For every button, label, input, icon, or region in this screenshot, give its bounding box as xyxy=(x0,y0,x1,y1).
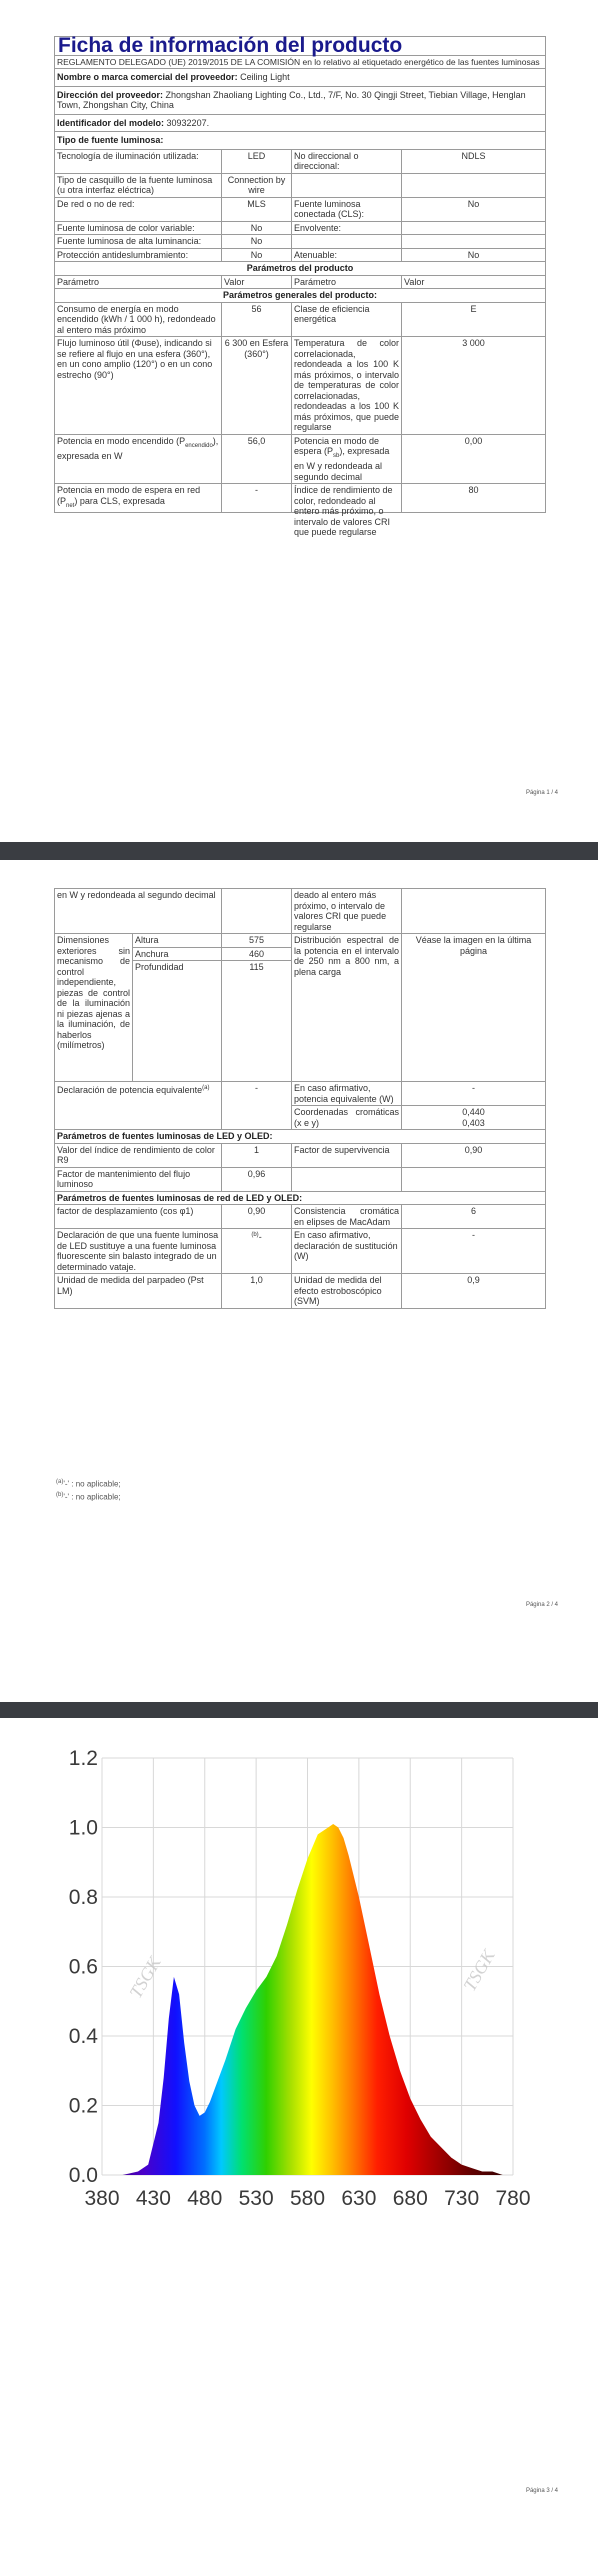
maint-label: Factor de mantenimiento del flujo luminoso xyxy=(55,1167,222,1191)
supplier-name-row xyxy=(55,69,546,87)
cri-label xyxy=(292,484,402,538)
replace-yes-value: - xyxy=(402,1229,546,1274)
net-standby-value: - xyxy=(222,484,292,513)
watermark-text: TSGK xyxy=(125,1953,165,2002)
flux-value: 6 300 en Esfera (360°) xyxy=(222,337,292,435)
maint-value: 0,96 xyxy=(222,1167,292,1191)
dimmable-value: No xyxy=(402,248,546,262)
flux-label: Flujo luminoso útil (Φuse), indicando si se refiere al flujo en una esfera (360°), en un cono amplio (120°) o en un cono estrecho (90°) xyxy=(55,337,222,435)
replace-val: - xyxy=(258,1232,262,1242)
flicker-value: 1,0 xyxy=(222,1274,292,1309)
mains-label: De red o no de red: xyxy=(55,197,222,221)
energy-value: 56 xyxy=(222,302,292,337)
page-3 xyxy=(0,1718,598,2560)
width-value: 460 xyxy=(222,947,292,961)
survival-value: 0,90 xyxy=(402,1143,546,1167)
displacement-value: 0,90 xyxy=(222,1205,292,1229)
net-standby-label-b: ) para CLS, expresada xyxy=(74,495,165,506)
net-standby-sub: net xyxy=(66,502,75,509)
tech-label: Tecnología de iluminación utilizada: xyxy=(55,149,222,173)
svm-value: 0,9 xyxy=(402,1274,546,1309)
col-header-param-2: Parámetro xyxy=(292,275,402,289)
nondir-value: NDLS xyxy=(402,149,546,173)
x-tick-label: 730 xyxy=(444,2187,480,2210)
x-axis-ticks xyxy=(84,2187,530,2210)
page-separator xyxy=(0,842,598,860)
page-number: Página 2 / 4 xyxy=(525,1602,558,1608)
y-tick-label: 0.0 xyxy=(68,2164,98,2187)
page-number: Página 1 / 4 xyxy=(525,790,558,796)
watermark-text: TSGK xyxy=(459,1946,499,1995)
footnote-b-text: '-' : no aplicable; xyxy=(63,1492,121,1502)
standby-label-a: Potencia en modo de espera (P xyxy=(294,435,380,456)
x-tick-label: 780 xyxy=(495,2187,531,2210)
model-label: Identificador del modelo: xyxy=(57,117,165,128)
x-tick-label: 530 xyxy=(238,2187,274,2210)
supplier-address: Zhongshan Zhaoliang Lighting Co., Ltd., 7/F, No. 30 Qingji Street, Tiebian Village, Henglan Town, Zhongshan City, China xyxy=(57,89,526,110)
power-sub: encendido xyxy=(185,442,213,449)
supplier-name-label: Nombre o marca comercial del proveedor: xyxy=(57,72,238,82)
y-tick-label: 1.2 xyxy=(68,1747,98,1770)
net-standby-label-a: Potencia en modo de espera en red (P xyxy=(57,485,201,506)
chroma-x: 0,440 xyxy=(462,1107,485,1117)
footnote-a xyxy=(56,1477,121,1490)
x-tick-label: 380 xyxy=(84,2187,120,2210)
mains-value: MLS xyxy=(222,197,292,221)
colour-consistency-label: Consistencia cromática en elipses de MacAdam xyxy=(292,1205,402,1229)
equiv-label-text: Declaración de potencia equivalente xyxy=(57,1085,203,1095)
replace-label: Declaración de que una fuente luminosa de LED sustituye a una fuente luminosa fluorescente sin balasto integrado de un determinado vataje. xyxy=(55,1229,222,1274)
product-params-header: Parámetros del producto xyxy=(55,262,546,276)
y-tick-label: 0.6 xyxy=(68,1955,98,1979)
empty-cell xyxy=(222,889,292,934)
flicker-label: Unidad de medida del parpadeo (Pst LM) xyxy=(55,1274,222,1309)
footnotes xyxy=(56,1477,121,1502)
net-standby-label xyxy=(55,484,222,513)
energy-label: Consumo de energía en modo encendido (kWh / 1 000 h), redondeado al entero más próximo xyxy=(55,302,222,337)
footnote-b-mark: (b) xyxy=(56,1491,64,1498)
standby-label-b: ), expresada en W y redondeada al segundo decimal xyxy=(294,446,390,482)
y-tick-label: 0.4 xyxy=(68,2025,98,2048)
standby-value: 0,00 xyxy=(402,434,546,484)
standby-label xyxy=(292,434,402,484)
equiv-value: - xyxy=(222,1082,292,1130)
cri-value: 80 xyxy=(402,484,546,513)
x-tick-label: 580 xyxy=(289,2187,326,2210)
empty-cell xyxy=(292,173,402,197)
nondir-label: No direccional o direccional: xyxy=(292,149,402,173)
connected-value: No xyxy=(402,197,546,221)
equiv-label xyxy=(55,1082,222,1130)
product-info-table-page1 xyxy=(54,34,546,538)
power-label-b: ), expresada en W xyxy=(57,435,219,461)
doc-title: Ficha de información del producto xyxy=(55,37,546,56)
replace-yes-label: En caso afirmativo, declaración de sustitución (W) xyxy=(292,1229,402,1274)
envelope-label: Envolvente: xyxy=(292,221,402,235)
r9-label: Valor del índice de rendimiento de color R9 xyxy=(55,1143,222,1167)
survival-label: Factor de supervivencia xyxy=(292,1143,402,1167)
height-value: 575 xyxy=(222,934,292,948)
general-params-header: Parámetros generales del producto: xyxy=(55,289,546,303)
page-1 xyxy=(0,0,598,842)
cct-label: Temperatura de color correlacionada, redondeada a los 100 K más próximos, o intervalo de temperaturas de color correlacionadas, redondeadas a los 100 K más próximos, que puede regularse xyxy=(292,337,402,435)
chroma-label: Coordenadas cromáticas (x e y) xyxy=(292,1106,402,1130)
spectrum-area xyxy=(102,1824,513,2175)
cap-label-2: (u otra interfaz eléctrica) xyxy=(57,185,155,195)
high-luminance-label: Fuente luminosa de alta luminancia: xyxy=(55,235,222,249)
ifyes-label: En caso afirmativo, potencia equivalente (W) xyxy=(292,1082,402,1106)
x-tick-label: 630 xyxy=(341,2187,377,2210)
replace-sup: (b) xyxy=(251,1232,259,1238)
tech-value: LED xyxy=(222,149,292,173)
model-row xyxy=(55,114,546,132)
empty-cell xyxy=(402,889,546,934)
footnote-a-text: '-' : no aplicable; xyxy=(63,1479,121,1489)
high-luminance-value: No xyxy=(222,235,292,249)
empty-cell xyxy=(292,1167,402,1191)
equiv-sup: (a) xyxy=(202,1085,210,1091)
ifyes-value: - xyxy=(402,1082,546,1106)
cct-value: 3 000 xyxy=(402,337,546,435)
page-2 xyxy=(0,860,598,1702)
cri-label-continued: deado al entero más próximo, o intervalo de valores CRI que puede regularse xyxy=(292,889,402,934)
x-tick-label: 680 xyxy=(392,2187,428,2210)
y-tick-label: 1.0 xyxy=(68,1816,98,1840)
supplier-address-label: Dirección del proveedor: xyxy=(57,89,164,100)
connected-label: Fuente luminosa conectada (CLS): xyxy=(292,197,402,221)
class-value: E xyxy=(402,302,546,337)
empty-cell xyxy=(402,173,546,197)
chroma-value xyxy=(402,1106,546,1130)
y-tick-label: 0.8 xyxy=(68,1886,98,1909)
dimmable-label: Atenuable: xyxy=(292,248,402,262)
product-info-table-page2 xyxy=(54,888,546,1309)
colour-tunable-label: Fuente luminosa de color variable: xyxy=(55,221,222,235)
standby-label-continued: en W y redondeada al segundo decimal xyxy=(55,889,222,934)
supplier-name: Ceiling Light xyxy=(240,72,290,82)
source-type-label: Tipo de fuente luminosa: xyxy=(55,132,546,150)
cap-label-cell xyxy=(55,173,222,197)
power-label-a: Potencia en modo encendido (P xyxy=(57,435,186,446)
depth-value: 115 xyxy=(222,961,292,1082)
empty-cell xyxy=(292,235,402,249)
page-separator xyxy=(0,1702,598,1718)
x-tick-label: 430 xyxy=(135,2187,171,2210)
power-label xyxy=(55,434,222,484)
cri-label-text: Índice de rendimiento de color, redondeado al entero más próximo, o intervalo de valores CRI que puede regularse xyxy=(294,485,393,538)
displacement-label: factor de desplazamiento (cos φ1) xyxy=(55,1205,222,1229)
cap-label: Tipo de casquillo de la fuente luminosa xyxy=(57,174,213,185)
envelope-value xyxy=(402,221,546,235)
footnote-b xyxy=(56,1490,121,1503)
svm-label: Unidad de medida del efecto estroboscópico (SVM) xyxy=(292,1274,402,1309)
page-number: Página 3 / 4 xyxy=(525,2488,558,2494)
depth-label: Profundidad xyxy=(133,961,222,1082)
r9-value: 1 xyxy=(222,1143,292,1167)
class-label: Clase de eficiencia energética xyxy=(292,302,402,337)
x-tick-label: 480 xyxy=(187,2187,223,2210)
colour-tunable-value: No xyxy=(222,221,292,235)
mains-led-header: Parámetros de fuentes luminosas de red de LED y OLED: xyxy=(55,1191,546,1205)
empty-cell xyxy=(402,1167,546,1191)
col-header-value: Valor xyxy=(222,275,292,289)
y-axis-ticks xyxy=(69,1747,99,2187)
y-tick-label: 0.2 xyxy=(68,2094,98,2118)
height-label: Altura xyxy=(133,934,222,948)
regulation-text: REGLAMENTO DELEGADO (UE) 2019/2015 DE LA COMISIÓN en lo relativo al etiquetado energético de las fuentes luminosas xyxy=(55,55,546,69)
spd-label: Distribución espectral de la potencia en el intervalo de 250 nm a 800 nm, a plena carga xyxy=(292,934,402,1082)
empty-cell xyxy=(402,235,546,249)
spd-value: Véase la imagen en la última página xyxy=(402,934,546,1082)
led-oled-header: Parámetros de fuentes luminosas de LED y OLED: xyxy=(55,1130,546,1144)
width-label: Anchura xyxy=(133,947,222,961)
colour-consistency-value: 6 xyxy=(402,1205,546,1229)
anti-glare-value: No xyxy=(222,248,292,262)
col-header-value-2: Valor xyxy=(402,275,546,289)
cap-value: Connection by wire xyxy=(222,173,292,197)
spectral-distribution-chart xyxy=(0,1718,598,2258)
power-value: 56,0 xyxy=(222,434,292,484)
supplier-address-row xyxy=(55,86,546,114)
dims-label: Dimensiones exteriores sin mecanismo de control independiente, piezas de control de la iluminación ni piezas ajenas a la iluminación, de haberlos (milímetros) xyxy=(55,934,133,1082)
chroma-y: 0,403 xyxy=(462,1117,485,1128)
standby-sub: sb xyxy=(333,452,340,459)
col-header-param: Parámetro xyxy=(55,275,222,289)
footnote-a-mark: (a) xyxy=(56,1479,64,1485)
anti-glare-label: Protección antideslumbramiento: xyxy=(55,248,222,262)
model-id: 30932207. xyxy=(166,117,210,128)
replace-value xyxy=(222,1229,292,1274)
